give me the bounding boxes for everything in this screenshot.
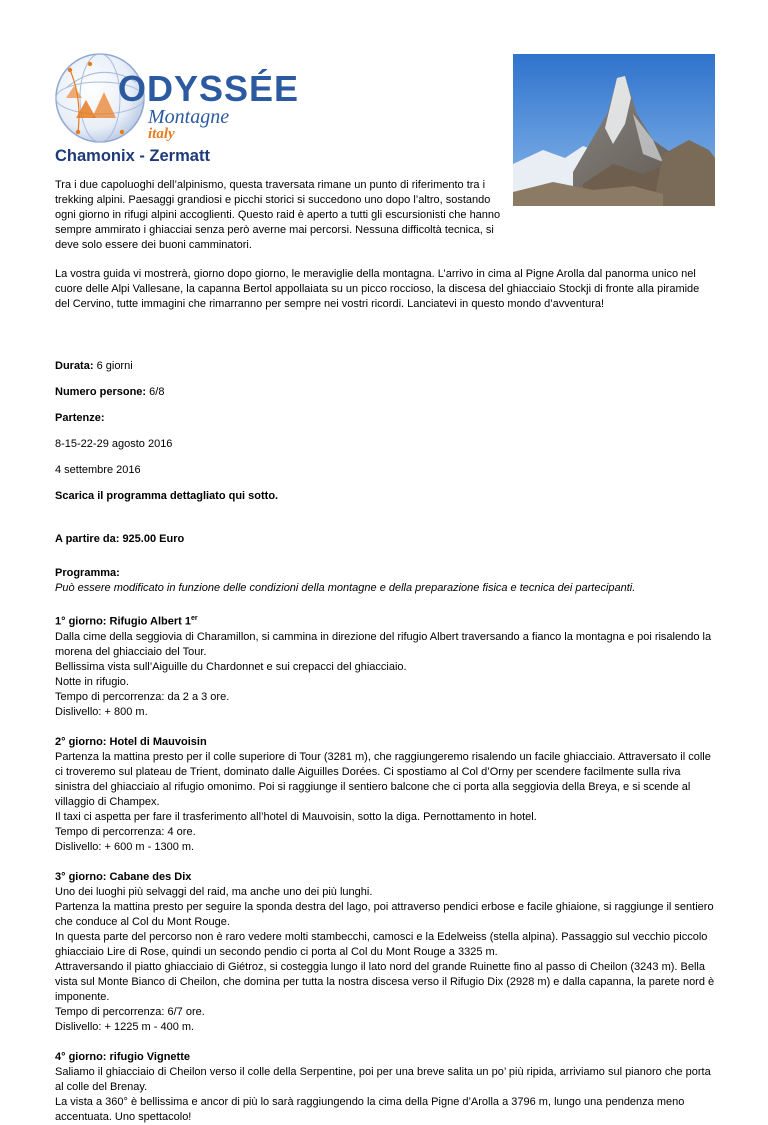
people-value: 6/8 <box>149 386 165 398</box>
day-2 <box>55 735 715 855</box>
day-1-line: Bellissima vista sull’Aiguille du Chardonnet e sui crepacci del ghiacciaio. <box>55 660 407 673</box>
day-3-line: Tempo di percorrenza: 6/7 ore. <box>55 1005 205 1018</box>
day-1-title-text: 1° giorno: Rifugio Albert 1 <box>55 615 191 628</box>
day-3-line: Attraversando il piatto ghiacciaio di Giétroz, si costeggia lungo il lato nord del grande Ruinette fino al passo di Cheilon (3243 m). Bella vista sul Monte Bianco di Cheilon, che domina per tutta la nostra discesa verso il Rifugio Dix (2928 m) e dalla capanna, la parete nord è imponente. <box>55 960 715 1003</box>
day-1-line: Dislivello: + 800 m. <box>55 705 148 718</box>
duration-value: 6 giorni <box>96 360 133 372</box>
day-1-line: Tempo di percorrenza: da 2 a 3 ore. <box>55 690 230 703</box>
day-2-line: Partenza la mattina presto per il colle superiore di Tour (3281 m), che raggiungeremo risalendo un facile ghiacciaio. Attraversato il colle ci troveremo sul plateau de Trient, dominato dalle Aiguilles Dorées. Ci spostiamo al Col d’Orny per scendere facilmente sulla riva sinistra del ghiacciaio al rifugio omonimo. Poi si raggiunge il sentiero balcone che ci porta alla seggiovia della Breya, e si scende al villaggio di Champex. <box>55 750 711 808</box>
day-2-line: Dislivello: + 600 m - 1300 m. <box>55 840 195 853</box>
logo-brand: ODYSSÉE <box>118 68 300 109</box>
description-paragraph: La vostra guida vi mostrerà, giorno dopo giorno, le meraviglie della montagna. L’arrivo in cima al Pigne Arolla dal panorma unico nel cuore delle Alpi Vallesane, la capanna Bertol appollaiata su un picco roccioso, la discesa del ghiacciaio Stockji di fronte alla piramide del Cervino, tutte immagini che rimarranno per sempre nei vostri ricordi. Lanciatevi in questo mondo d’avventura! <box>55 268 700 310</box>
day-3-line: Uno dei luoghi più selvaggi del raid, ma anche uno dei più lunghi. <box>55 885 373 898</box>
day-3-title: 3° giorno: Cabane des Dix <box>55 870 192 883</box>
day-2-title: 2° giorno: Hotel di Mauvoisin <box>55 735 207 748</box>
day-3 <box>55 870 715 1035</box>
day-4-title: 4° giorno: rifugio Vignette <box>55 1050 190 1063</box>
duration-row <box>55 359 715 374</box>
people-row <box>55 385 715 400</box>
intro-paragraph: Tra i due capoluoghi dell’alpinismo, questa traversata rimane un punto di riferimento tra i trekking alpini. Paesaggi grandiosi e picchi storici si succedono uno dopo l’altro, sostando ogni giorno in rifugi alpini accoglienti. Questo raid è aperto a tutti gli escursionisti che hanno sempre ammirato i ghiacciai senza però averne mai percorsi. Nessuna difficoltà tecnica, si deve solo essere dei buoni camminatori. <box>55 179 501 251</box>
day-3-line: Dislivello: + 1225 m - 400 m. <box>55 1020 195 1033</box>
day-1-title-sup: er <box>191 615 198 622</box>
main-content <box>55 178 715 1125</box>
day-1-line: Notte in rifugio. <box>55 675 129 688</box>
program-note: Può essere modificato in funzione delle condizioni della montagne e della preparazione fisica e tecnica dei partecipanti. <box>55 582 636 594</box>
departures-label: Partenze: <box>55 412 105 424</box>
day-2-line: Il taxi ci aspetta per fare il trasferimento all’hotel di Mauvoisin, sotto la diga. Pernottamento in hotel. <box>55 810 537 823</box>
logo-sub: Montagne <box>148 106 230 128</box>
departure-dates-1: 8-15-22-29 agosto 2016 <box>55 438 173 450</box>
departure-dates-2: 4 settembre 2016 <box>55 464 141 476</box>
day-4-line: Saliamo il ghiacciaio di Cheilon verso il colle della Serpentine, poi per una breve salita un po’ più ripida, arriviamo sul pianoro che porta al colle del Brenay. <box>55 1065 711 1093</box>
day-4 <box>55 1050 715 1125</box>
people-label: Numero persone: <box>55 386 147 398</box>
day-1 <box>55 611 715 720</box>
day-3-line: Partenza la mattina presto per seguire la sponda destra del lago, poi attraverso pendici erbose e facile ghiaione, si raggiunge il sentiero che conduce al Col du Mont Rouge. <box>55 900 714 928</box>
download-note: Scarica il programma dettagliato qui sotto. <box>55 490 279 502</box>
day-1-line: Dalla cime della seggiovia di Charamillon, si cammina in direzione del rifugio Albert traversando a fianco la montagna e poi risalendo la morena del ghiacciaio del Tour. <box>55 630 712 658</box>
page-title: Chamonix - Zermatt <box>55 147 210 165</box>
logo <box>52 48 300 148</box>
day-4-line: La vista a 360° è bellissima e ancor di più lo sarà raggiungendo la cima della Pigne d’Arolla a 3796 m, lungo una pendenza meno accentuata. Uno spettacolo! <box>55 1095 685 1123</box>
duration-label: Durata: <box>55 360 94 372</box>
logo-region: italy <box>148 126 175 142</box>
day-3-line: In questa parte del percorso non è raro vedere molti stambecchi, camosci e la Edelweiss (stella alpina). Passaggio sul vecchio piccolo ghiacciaio Lire di Rose, quindi un secondo pendio ci porta al Col du Mont Rouge a 3325 m. <box>55 930 708 958</box>
day-1-title <box>55 611 715 630</box>
day-2-line: Tempo di percorrenza: 4 ore. <box>55 825 196 838</box>
price: A partire da: 925.00 Euro <box>55 533 185 545</box>
program-label: Programma: <box>55 567 120 579</box>
